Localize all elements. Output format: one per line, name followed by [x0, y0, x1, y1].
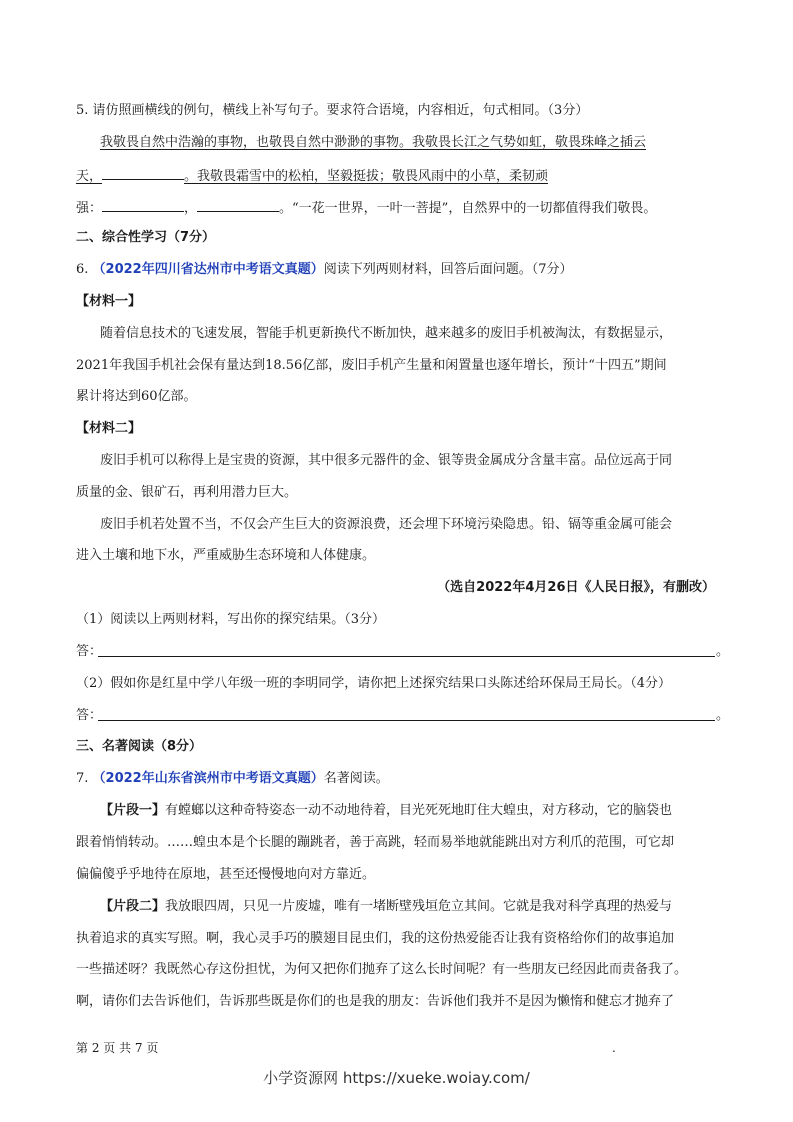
- q6-answer-2-label: 答：: [76, 708, 103, 723]
- q7-frag1-line: 跟着悄悄转动。……蝗虫本是个长腿的蹦跳者，善于高跳，轻而易举地就能跳出对方利爪的范围，可它却: [76, 835, 675, 850]
- watermark: 小学资源网 https://xueke.woiay.com/: [263, 1069, 530, 1087]
- q5-blank-2[interactable]: [102, 197, 184, 212]
- footer-dot: .: [612, 1041, 616, 1055]
- q7-number: 7.: [76, 771, 89, 786]
- q6-sub2: （2）假如你是红星中学八年级一班的李明同学，请你把上述探究结果口头陈述给环保局王局长。（4分）: [76, 676, 672, 691]
- section-3-heading: 三、名著阅读（8分）: [76, 739, 203, 754]
- q6-source: （2022年四川省达州市中考语文真题）: [92, 262, 324, 277]
- q7-frag2-line: 执着追求的真实写照。啊，我心灵手巧的膜翅目昆虫们，我的这份热爱能否让我有资格给你们的故事追加: [76, 931, 675, 946]
- q5-line-3: [76, 197, 656, 219]
- q6-material2-line: 废旧手机若处置不当，不仅会产生巨大的资源浪费，还会埋下环境污染隐患。铅、镉等重金属可能会: [100, 517, 673, 532]
- q5-prompt: [76, 101, 588, 121]
- q6-material2-line: 进入土壤和地下水，严重威胁生态环境和人体健康。: [76, 548, 376, 563]
- q5-blank-1[interactable]: [102, 165, 184, 180]
- q5-prompt-text: 请仿照画横线的例句，横线上补写句子。要求符合语境，内容相近，句式相同。（3分）: [92, 103, 589, 118]
- q7-frag1-title: 【片段一】: [100, 803, 166, 818]
- q7-source: （2022年山东省滨州市中考语文真题）: [92, 771, 324, 786]
- q5-line2-suffix: 。我敬畏霜雪中的松柏，坚毅挺拔；敬畏风雨中的小草，柔韧顽: [184, 169, 549, 184]
- q7-frag1-text: 有螳螂以这种奇特姿态一动不动地待着，目光死死地盯住大蝗虫，对方移动，它的脑袋也: [165, 803, 673, 818]
- q5-line2-prefix: 天，: [76, 169, 103, 184]
- page-number: 第 2 页 共 7 页: [76, 1041, 159, 1055]
- section-2-heading: 二、综合性学习（7分）: [76, 230, 216, 245]
- q6-number: 6.: [76, 262, 89, 277]
- q7-frag2-line: [100, 897, 672, 917]
- q6-answer-2-line[interactable]: [98, 720, 715, 721]
- q7-frag2-line: 一些描述呀？我既然心存这份担忧，为何又把你们抛弃了这么长时间呢？有一些朋友已经因此而责备我了。: [76, 962, 688, 977]
- q5-blank-3[interactable]: [197, 197, 279, 212]
- q7-prompt: [76, 769, 389, 789]
- q7-frag1-line: 偏偏傻乎乎地待在原地，甚至还慢慢地向对方靠近。: [76, 867, 376, 882]
- q6-answer-1-line[interactable]: [98, 656, 715, 657]
- q6-answer-1-end: 。: [716, 644, 730, 659]
- q7-frag2-line: 啊，请你们去告诉他们，告诉那些既是你们的也是我的朋友：告诉他们我并不是因为懒惰和健忘才抛弃了: [76, 994, 675, 1009]
- q6-material1-line: 累计将达到60亿部。: [76, 389, 197, 404]
- q6-answer-2-end: 。: [716, 708, 730, 723]
- q7-frag2-text: 我放眼四周，只见一片废墟，唯有一堵断壁残垣危立其间。它就是我对科学真理的热爱与: [165, 899, 673, 914]
- q6-material1-line: 2021年我国手机社会保有量达到18.56亿部，废旧手机产生量和闲置量也逐年增长，预计“十四五”期间: [76, 358, 667, 373]
- q7-frag2-title: 【片段二】: [100, 899, 166, 914]
- q7-frag1-line: [100, 801, 672, 821]
- q5-line3-sep: ，: [184, 201, 198, 216]
- q5-line3-prefix: 强：: [76, 201, 103, 216]
- q6-material1-title: 【材料一】: [76, 294, 142, 309]
- q5-example-line-1: 我敬畏自然中浩瀚的事物，也敬畏自然中渺渺的事物。我敬畏长江之气势如虹，敬畏珠峰之插云: [100, 135, 647, 150]
- q6-answer-1-label: 答：: [76, 644, 103, 659]
- q6-prompt: [76, 260, 573, 280]
- q6-material2-title: 【材料二】: [76, 421, 142, 436]
- q6-material1-line: 随着信息技术的飞速发展，智能手机更新换代不断加快，越来越多的废旧手机被淘汰，有数据显示，: [100, 326, 673, 341]
- q6-citation: （选自2022年4月26日《人民日报》，有删改）: [437, 580, 715, 595]
- q6-material2-line: 质量的金、银矿石，再利用潜力巨大。: [76, 485, 298, 500]
- q6-prompt-text: 阅读下列两则材料，回答后面问题。（7分）: [323, 262, 573, 277]
- q5-line3-suffix: 。“一花一世界，一叶一菩提”，自然界中的一切都值得我们敬畏。: [279, 201, 657, 216]
- q5-line-2: [76, 165, 548, 187]
- q6-material2-line: 废旧手机可以称得上是宝贵的资源，其中很多元器件的金、银等贵金属成分含量丰富。品位远高于同: [100, 453, 673, 468]
- q7-prompt-text: 名著阅读。: [323, 771, 389, 786]
- q5-number: 5.: [76, 103, 89, 118]
- q6-sub1: （1）阅读以上两则材料，写出你的探究结果。（3分）: [76, 612, 386, 627]
